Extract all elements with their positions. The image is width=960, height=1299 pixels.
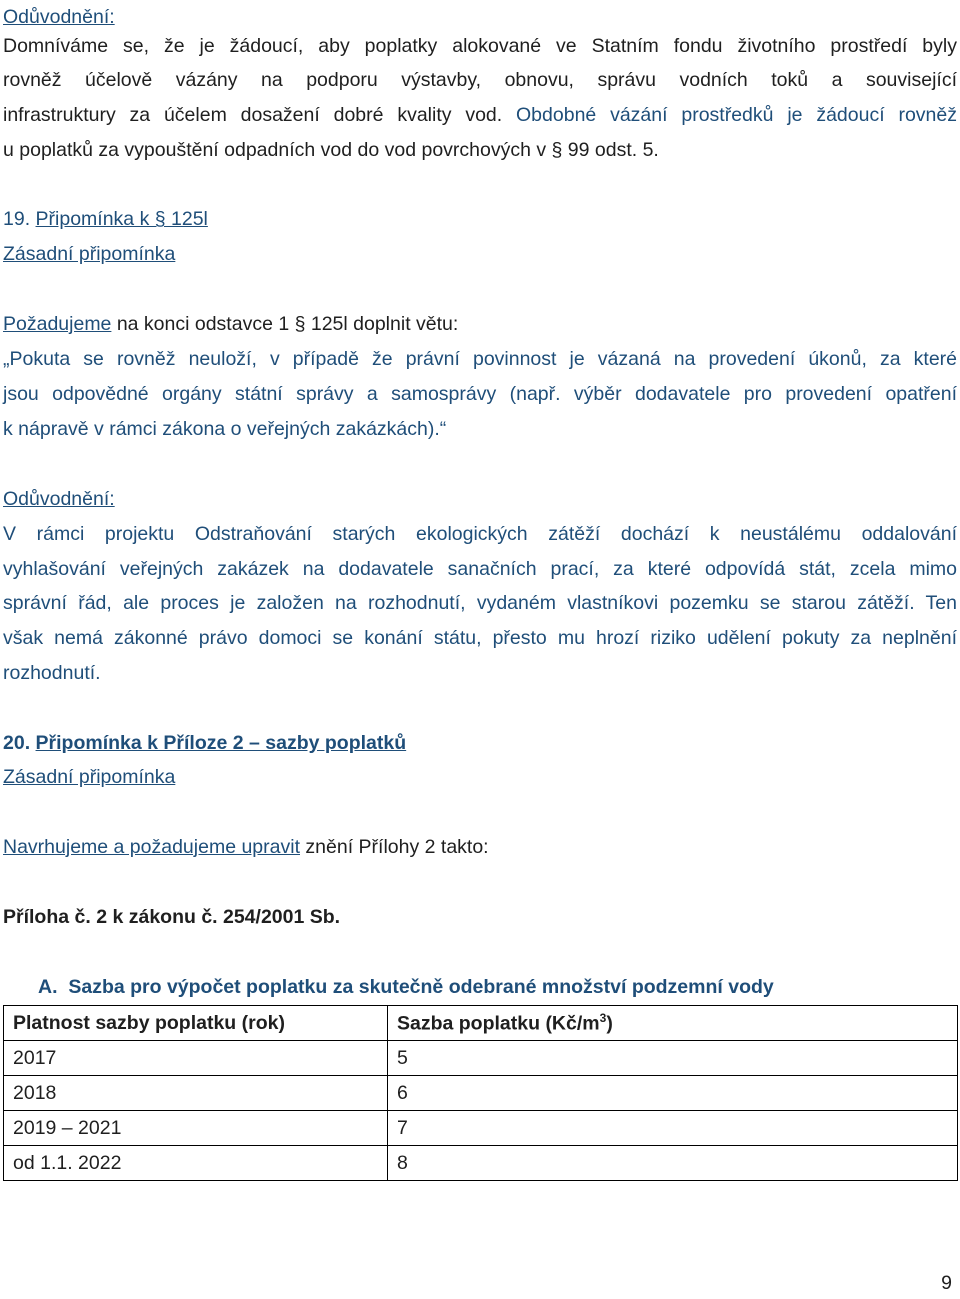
text-segment-highlight: jsou odpovědné orgány státní správy a samosprávy (např. [3,383,561,405]
comment-type: Zásadní připomínka [3,243,176,265]
request-rest: znění Přílohy 2 takto: [300,836,489,858]
table-cell: 6 [388,1076,958,1111]
comment-heading [3,202,957,237]
request-lead: Navrhujeme a požadujeme upravit [3,836,300,858]
comment-number: 20. [3,732,31,754]
table-cell: 2018 [4,1076,388,1111]
request-line [3,307,957,342]
superscript: 3 [599,1010,607,1025]
paragraph-line [3,586,957,621]
quote-line: „Pokuta se rovněž neuloží, v případě že právní povinnost je vázaná na provedení úkonů, za které [3,348,957,370]
header-text: ) [606,1012,613,1035]
comment-title: Připomínka k Příloze 2 – sazby poplatků [35,732,407,754]
paragraph-line [3,98,957,133]
table-row [4,1146,958,1181]
table-header-cell [388,1006,958,1041]
header-text: Sazba poplatku (Kč/m [397,1012,600,1035]
section-letter: A. [38,976,58,998]
text-segment: infrastruktury za účelem dosažení dobré kvality vod. [3,104,503,126]
text-segment-highlight: Ten [914,592,957,614]
comment-number: 19. [3,208,31,230]
request-line [3,830,957,865]
paragraph-line: však nemá zákonné právo domoci se konání státu, přesto mu hrozí riziko udělení pokuty za neplnění [3,627,957,649]
quote-line: k nápravě v rámci zákona o veřejných zakázkách).“ [3,418,447,440]
table-row [4,1041,958,1076]
text-segment-highlight: výběr dodavatele pro provedení opatření [560,383,958,405]
fee-table [3,1005,958,1181]
section-heading [38,970,938,1005]
table-row [4,1076,958,1111]
request-rest: na konci odstavce 1 § 125l doplnit větu: [111,313,459,335]
table-cell: 5 [388,1041,958,1076]
section-title: Sazba pro výpočet poplatku za skutečně odebrané množství podzemní vody [68,976,774,998]
table-cell: od 1.1. 2022 [4,1146,388,1181]
reasoning-label: Odůvodnění: [3,488,115,510]
reasoning-label: Odůvodnění: [3,6,115,28]
table-cell: 7 [388,1111,958,1146]
paragraph-line: V rámci projektu Odstraňování starých ekologických zátěží dochází k neustálému oddalování [3,523,957,545]
table-cell: 8 [388,1146,958,1181]
annex-title: Příloha č. 2 k zákonu č. 254/2001 Sb. [3,906,341,928]
paragraph-line: vyhlašování veřejných zakázek na dodavatele sanačních prací, za které odpovídá stát, zcela mimo [3,558,957,580]
text-segment-highlight: Obdobné vázání prostředků je žádoucí rovněž [502,104,957,126]
paragraph-line: rozhodnutí. [3,662,101,684]
table-row [4,1111,958,1146]
paragraph-line: rovněž účelově vázány na podporu výstavby, obnovu, správu vodních toků a související [3,69,957,91]
paragraph-line: Domníváme se, že je žádoucí, aby poplatky alokované ve Statním fondu životního prostředí byly [3,35,957,57]
paragraph-line: u poplatků za vypouštění odpadních vod do vod povrchových v § 99 odst. 5. [3,139,659,161]
page-number: 9 [941,1272,952,1294]
table-header-row [4,1006,958,1041]
table-cell: 2019 – 2021 [4,1111,388,1146]
quote-line [3,377,957,412]
text-segment-highlight: správní řád, ale proces je založen na rozhodnutí, vydaném vlastníkovi pozemku se starou zátěží. [3,592,915,614]
comment-title: Připomínka k § 125l [35,208,208,230]
table-header-cell: Platnost sazby poplatku (rok) [4,1006,388,1041]
request-lead: Požadujeme [3,313,112,335]
table-cell: 2017 [4,1041,388,1076]
comment-heading [3,726,957,761]
comment-type: Zásadní připomínka [3,766,176,788]
